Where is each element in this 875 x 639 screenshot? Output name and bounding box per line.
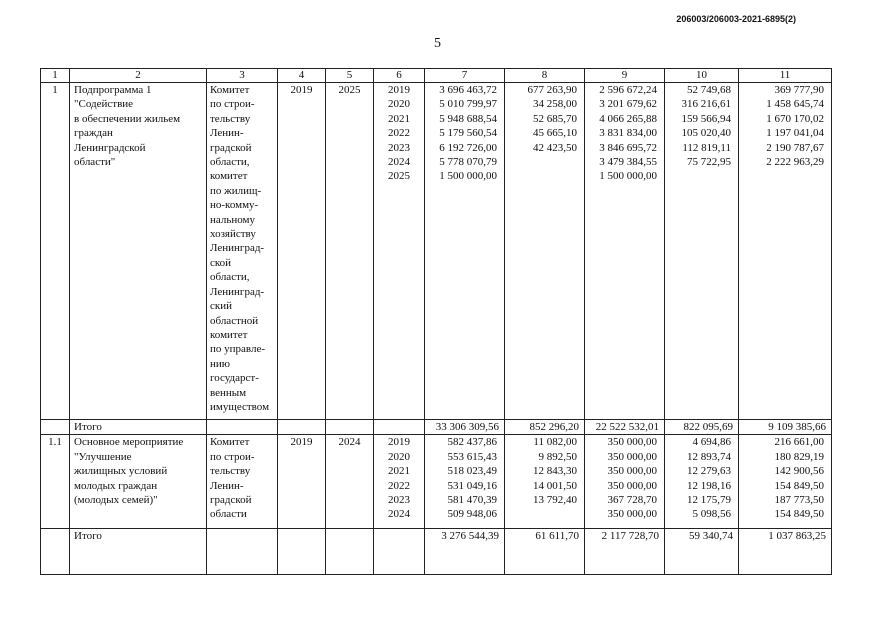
column-header: 5 <box>326 69 374 83</box>
amount: 142 900,56 <box>774 465 824 478</box>
amount: 154 849,50 <box>774 479 824 492</box>
amount: 180 829,19 <box>774 450 824 463</box>
row-number: 1 <box>41 83 70 420</box>
amount: 582 437,86 <box>447 436 497 449</box>
amount: 154 849,50 <box>774 508 824 521</box>
total-amount: 1 037 863,25 <box>739 529 832 575</box>
total-amount: 852 296,20 <box>505 420 585 435</box>
total-amount: 3 276 544,39 <box>425 529 505 575</box>
col7-cell <box>425 83 505 420</box>
amount: 3 201 679,62 <box>599 98 657 111</box>
total-amount: 33 306 309,56 <box>425 420 505 435</box>
years-cell <box>374 435 425 529</box>
amount: 75 722,95 <box>687 155 731 168</box>
col8-cell <box>505 83 585 420</box>
amount: 105 020,40 <box>681 127 731 140</box>
amount: 3 479 384,55 <box>599 155 657 168</box>
amount: 6 192 726,00 <box>439 141 497 154</box>
year-value: 2024 <box>388 508 410 521</box>
amount: 367 728,70 <box>607 493 657 506</box>
col11-cell <box>739 435 832 529</box>
amount: 12 279,63 <box>687 465 731 478</box>
amount: 2 222 963,29 <box>766 155 824 168</box>
executor-cell: Комитет по строи- тельству Ленин- градской области <box>207 435 278 529</box>
col9-cell <box>585 435 665 529</box>
col11-cell <box>739 83 832 420</box>
amount: 9 892,50 <box>538 450 577 463</box>
program-name: Основное мероприятие "Улучшение жилищных условий молодых граждан (молодых семей)" <box>70 435 207 529</box>
amount: 12 893,74 <box>687 450 731 463</box>
year-value: 2019 <box>388 436 410 449</box>
year-value: 2020 <box>388 450 410 463</box>
amount: 1 670 170,02 <box>766 112 824 125</box>
amount: 3 831 834,00 <box>599 127 657 140</box>
amount <box>667 169 736 183</box>
column-header: 11 <box>739 69 832 83</box>
amount: 350 000,00 <box>607 436 657 449</box>
column-header: 10 <box>665 69 739 83</box>
end-year: 2025 <box>326 83 374 420</box>
column-header: 7 <box>425 69 505 83</box>
amount: 3 696 463,72 <box>439 84 497 96</box>
amount: 1 500 000,00 <box>599 170 657 183</box>
total-label: Итого <box>70 529 207 575</box>
total-amount: 2 117 728,70 <box>585 529 665 575</box>
amount: 11 082,00 <box>533 436 577 449</box>
column-header: 6 <box>374 69 425 83</box>
year-value: 2024 <box>388 155 410 168</box>
amount: 3 846 695,72 <box>599 141 657 154</box>
amount <box>507 155 582 169</box>
year-value: 2025 <box>388 170 410 183</box>
total-amount: 59 340,74 <box>665 529 739 575</box>
total-amount: 9 109 385,66 <box>739 420 832 435</box>
years-cell <box>374 83 425 420</box>
total-label: Итого <box>70 420 207 435</box>
executor-cell: Комитет по строи- тельству Ленин- градской области, комитет по жилищ- но-комму- нальному хозяйству Ленинград- ской области, Ленинград- ский областной комитет по управле- нию государст- венным имуществом <box>207 83 278 420</box>
amount: 1 197 041,04 <box>766 127 824 140</box>
col10-cell <box>665 83 739 420</box>
amount: 1 458 645,74 <box>766 98 824 111</box>
amount: 52 749,68 <box>687 84 731 96</box>
end-year: 2024 <box>326 435 374 529</box>
total-amount: 822 095,69 <box>665 420 739 435</box>
total-amount: 22 522 532,01 <box>585 420 665 435</box>
amount: 42 423,50 <box>533 141 577 154</box>
amount <box>507 507 582 521</box>
amount: 2 190 787,67 <box>766 141 824 154</box>
year-value: 2023 <box>388 141 410 154</box>
amount: 581 470,39 <box>447 493 497 506</box>
amount: 12 198,16 <box>687 479 731 492</box>
amount: 216 661,00 <box>774 436 824 449</box>
amount: 12 843,30 <box>533 465 577 478</box>
amount: 13 792,40 <box>533 493 577 506</box>
amount: 5 010 799,97 <box>439 98 497 111</box>
amount: 52 685,70 <box>533 112 577 125</box>
table-row <box>41 83 832 420</box>
amount: 369 777,90 <box>774 84 824 96</box>
column-header: 9 <box>585 69 665 83</box>
amount: 45 665,10 <box>533 127 577 140</box>
amount: 350 000,00 <box>607 508 657 521</box>
year-value: 2022 <box>388 479 410 492</box>
amount: 14 001,50 <box>533 479 577 492</box>
amount: 2 596 672,24 <box>599 84 657 96</box>
amount: 5 179 560,54 <box>439 127 497 140</box>
amount: 316 216,61 <box>681 98 731 111</box>
start-year: 2019 <box>278 83 326 420</box>
amount: 112 819,11 <box>682 141 731 154</box>
year-value: 2021 <box>388 465 410 478</box>
column-header: 8 <box>505 69 585 83</box>
amount: 187 773,50 <box>774 493 824 506</box>
year-value: 2023 <box>388 493 410 506</box>
col10-cell <box>665 435 739 529</box>
amount: 12 175,79 <box>687 493 731 506</box>
amount: 5 778 070,79 <box>439 155 497 168</box>
budget-table <box>40 68 832 575</box>
amount: 509 948,06 <box>447 508 497 521</box>
amount: 34 258,00 <box>533 98 577 111</box>
column-header: 1 <box>41 69 70 83</box>
row-number: 1.1 <box>41 435 70 529</box>
col7-cell <box>425 435 505 529</box>
year-value: 2020 <box>388 98 410 111</box>
year-value: 2022 <box>388 127 410 140</box>
table-row <box>41 435 832 529</box>
amount: 553 615,43 <box>447 450 497 463</box>
year-value: 2021 <box>388 112 410 125</box>
column-header: 4 <box>278 69 326 83</box>
year-value: 2019 <box>388 84 410 96</box>
col8-cell <box>505 435 585 529</box>
page-number: 5 <box>434 36 441 51</box>
amount: 350 000,00 <box>607 465 657 478</box>
total-amount: 61 611,70 <box>505 529 585 575</box>
amount: 350 000,00 <box>607 479 657 492</box>
column-header: 2 <box>70 69 207 83</box>
amount: 350 000,00 <box>607 450 657 463</box>
amount: 677 263,90 <box>527 84 577 96</box>
amount: 4 066 265,88 <box>599 112 657 125</box>
amount: 518 023,49 <box>447 465 497 478</box>
start-year: 2019 <box>278 435 326 529</box>
header-row <box>41 69 832 83</box>
amount: 4 694,86 <box>692 436 731 449</box>
col9-cell <box>585 83 665 420</box>
program-name: Подпрограмма 1 "Содействие в обеспечении жильем граждан Ленинградской области" <box>70 83 207 420</box>
amount: 1 500 000,00 <box>439 170 497 183</box>
amount: 159 566,94 <box>681 112 731 125</box>
total-row <box>41 529 832 575</box>
amount: 531 049,16 <box>447 479 497 492</box>
amount <box>507 169 582 183</box>
column-header: 3 <box>207 69 278 83</box>
amount: 5 098,56 <box>692 508 731 521</box>
amount: 5 948 688,54 <box>439 112 497 125</box>
total-row <box>41 420 832 435</box>
amount <box>741 169 829 183</box>
document-id: 206003/206003-2021-6895(2) <box>676 14 796 24</box>
